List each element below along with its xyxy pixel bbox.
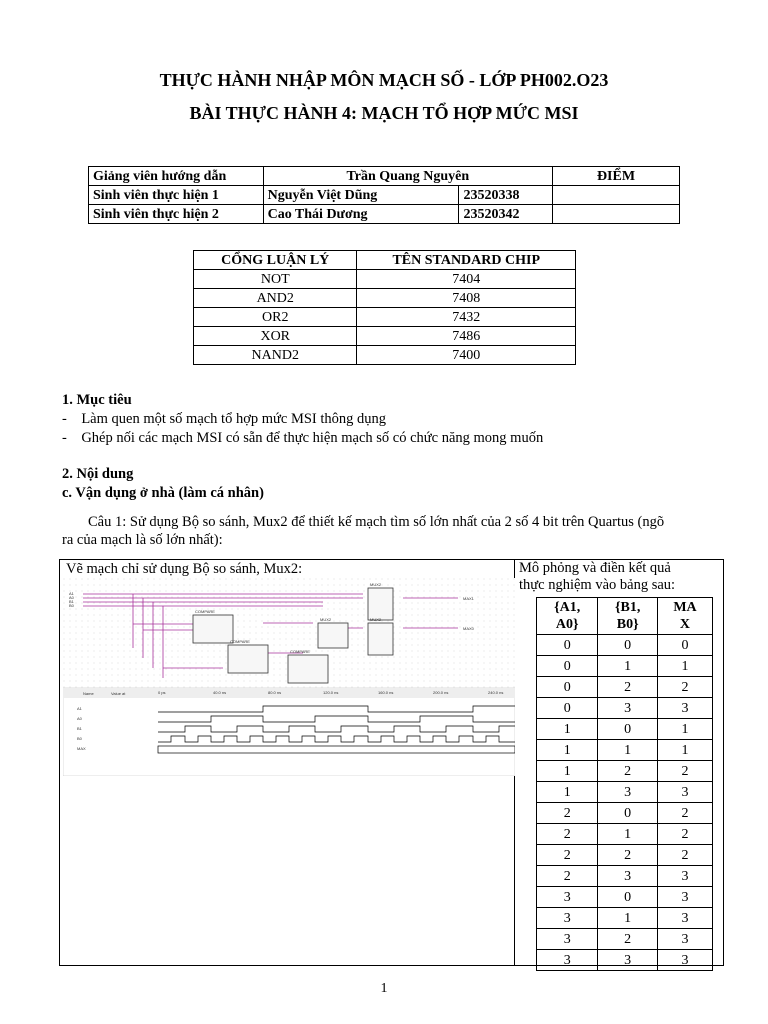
results-caption-line2: thực nghiệm vào bảng sau:: [519, 577, 676, 593]
table-header-row: [537, 598, 713, 635]
grade-cell: [553, 186, 680, 205]
circuit-caption: Vẽ mạch chỉ sử dụng Bộ so sánh, Mux2:: [66, 561, 303, 577]
svg-text:A0: A0: [69, 595, 74, 600]
gate-name: XOR: [194, 327, 357, 346]
student2-id: 23520342: [459, 205, 553, 224]
answer-frame: [59, 559, 724, 966]
a-value: 3: [537, 950, 598, 971]
gate-header: CỔNG LUẬN LÝ: [194, 251, 357, 270]
table-row: [89, 167, 680, 186]
table-row: [537, 782, 713, 803]
student2-label: Sinh viên thực hiện 2: [89, 205, 264, 224]
svg-text:B1: B1: [69, 599, 74, 604]
b-header: {B1, B0}: [598, 598, 658, 635]
a-value: 1: [537, 761, 598, 782]
svg-text:MAX0: MAX0: [463, 626, 474, 631]
gate-name: NAND2: [194, 346, 357, 365]
circuit-and-waveform-image: [63, 578, 515, 776]
b-value: 2: [598, 677, 658, 698]
svg-text:160.0 ns: 160.0 ns: [378, 690, 394, 695]
svg-text:240.0 ns: 240.0 ns: [488, 690, 504, 695]
grade-cell: [553, 205, 680, 224]
a-value: 1: [537, 740, 598, 761]
table-row: [537, 887, 713, 908]
student2-name: Cao Thái Dương: [263, 205, 459, 224]
section2-heading: 2. Nội dung: [62, 466, 134, 482]
b-value: 2: [598, 929, 658, 950]
table-row: [194, 346, 576, 365]
gate-name: AND2: [194, 289, 357, 308]
a-value: 2: [537, 803, 598, 824]
a-value: 2: [537, 866, 598, 887]
b-value: 1: [598, 740, 658, 761]
section2-sub: c. Vận dụng ở nhà (làm cá nhân): [62, 485, 264, 501]
svg-text:Value at: Value at: [111, 691, 126, 696]
max-value: 3: [657, 698, 712, 719]
svg-text:A1: A1: [77, 706, 82, 711]
section1-bullet2: - Ghép nối các mạch MSI có sẵn để thực hiện mạch số có chức năng mong muốn: [62, 430, 544, 446]
table-row: [89, 205, 680, 224]
b-value: 1: [598, 824, 658, 845]
b-value: 2: [598, 761, 658, 782]
chip-header: TÊN STANDARD CHIP: [357, 251, 576, 270]
svg-text:MUX2: MUX2: [370, 617, 382, 622]
circuit-cell: [60, 560, 515, 965]
b-value: 2: [598, 845, 658, 866]
b-value: 1: [598, 908, 658, 929]
table-row: [537, 635, 713, 656]
results-body: [537, 635, 713, 971]
b-value: 3: [598, 782, 658, 803]
svg-text:Name: Name: [83, 691, 94, 696]
svg-text:200.0 ns: 200.0 ns: [433, 690, 449, 695]
chip-name: 7486: [357, 327, 576, 346]
results-table: [536, 597, 713, 971]
a-value: 2: [537, 824, 598, 845]
table-row: [537, 950, 713, 971]
svg-text:A0: A0: [77, 716, 82, 721]
svg-text:B0: B0: [69, 603, 74, 608]
student1-name: Nguyễn Việt Dũng: [263, 186, 459, 205]
a-value: 1: [537, 782, 598, 803]
max-value: 3: [657, 887, 712, 908]
table-row: [537, 824, 713, 845]
section1-bullet1: - Làm quen một số mạch tổ hợp mức MSI thông dụng: [62, 411, 387, 427]
max-value: 3: [657, 908, 712, 929]
gate-name: NOT: [194, 270, 357, 289]
results-cell: [515, 560, 723, 968]
max-value: 1: [657, 740, 712, 761]
instructor-label: Giảng viên hướng dẫn: [89, 167, 264, 186]
a-value: 0: [537, 656, 598, 677]
max-value: 3: [657, 929, 712, 950]
max-value: 3: [657, 950, 712, 971]
a-value: 3: [537, 887, 598, 908]
gate-name: OR2: [194, 308, 357, 327]
max-value: 2: [657, 677, 712, 698]
table-row: [194, 289, 576, 308]
max-value: 3: [657, 866, 712, 887]
svg-text:A1: A1: [69, 591, 74, 596]
table-row: [537, 908, 713, 929]
svg-text:B1: B1: [77, 726, 82, 731]
svg-text:B0: B0: [77, 736, 82, 741]
a-value: 0: [537, 677, 598, 698]
a-header: {A1, A0}: [537, 598, 598, 635]
student1-label: Sinh viên thực hiện 1: [89, 186, 264, 205]
max-value: 1: [657, 656, 712, 677]
grade-label: ĐIỂM: [553, 167, 680, 186]
question-line2: ra của mạch là số lớn nhất):: [62, 532, 223, 548]
page-title-line1: THỰC HÀNH NHẬP MÔN MẠCH SỐ - LỚP PH002.O23: [159, 70, 609, 90]
chip-name: 7432: [357, 308, 576, 327]
svg-text:80.0 ns: 80.0 ns: [268, 690, 282, 695]
table-header-row: [194, 251, 576, 270]
max-value: 0: [657, 635, 712, 656]
a-value: 3: [537, 929, 598, 950]
chip-name: 7400: [357, 346, 576, 365]
instructor-name: Trần Quang Nguyên: [263, 167, 552, 186]
table-row: [89, 186, 680, 205]
max-value: 3: [657, 782, 712, 803]
svg-text:MUX2: MUX2: [320, 617, 332, 622]
b-value: 0: [598, 635, 658, 656]
page-number: 1: [380, 981, 388, 996]
student-info-table: [88, 166, 680, 224]
table-row: [537, 803, 713, 824]
max-value: 2: [657, 803, 712, 824]
chip-name: 7404: [357, 270, 576, 289]
b-value: 3: [598, 950, 658, 971]
a-value: 3: [537, 908, 598, 929]
section1-heading: 1. Mục tiêu: [62, 392, 132, 408]
student1-id: 23520338: [459, 186, 553, 205]
svg-text:MAX: MAX: [77, 746, 86, 751]
b-value: 0: [598, 803, 658, 824]
table-row: [537, 929, 713, 950]
svg-text:MAX1: MAX1: [463, 596, 474, 601]
table-row: [537, 698, 713, 719]
table-row: [537, 761, 713, 782]
a-value: 0: [537, 635, 598, 656]
max-value: 2: [657, 761, 712, 782]
question-line1: Câu 1: Sử dụng Bộ so sánh, Mux2 để thiết kế mạch tìm số lớn nhất của 2 số 4 bit trên Quartus (ngõ: [88, 514, 665, 530]
table-row: [537, 656, 713, 677]
max-value: 1: [657, 719, 712, 740]
a-value: 0: [537, 698, 598, 719]
a-value: 2: [537, 845, 598, 866]
table-row: [194, 327, 576, 346]
chip-name: 7408: [357, 289, 576, 308]
b-value: 3: [598, 866, 658, 887]
table-row: [537, 866, 713, 887]
a-value: 1: [537, 719, 598, 740]
svg-text:40.0 ns: 40.0 ns: [213, 690, 227, 695]
b-value: 0: [598, 887, 658, 908]
table-row: [537, 719, 713, 740]
b-value: 1: [598, 656, 658, 677]
svg-text:COMPARE: COMPARE: [230, 639, 250, 644]
results-caption-line1: Mô phỏng và điền kết quả: [519, 560, 671, 576]
table-row: [194, 308, 576, 327]
table-row: [194, 270, 576, 289]
max-value: 2: [657, 824, 712, 845]
svg-text:MUX2: MUX2: [370, 582, 382, 587]
svg-text:COMPARE: COMPARE: [290, 649, 310, 654]
table-row: [537, 845, 713, 866]
max-header: MA X: [657, 598, 712, 635]
b-value: 3: [598, 698, 658, 719]
svg-text:0 ps: 0 ps: [158, 690, 166, 695]
svg-text:COMPARE: COMPARE: [195, 609, 215, 614]
logic-gate-table: [193, 250, 576, 365]
max-value: 2: [657, 845, 712, 866]
b-value: 0: [598, 719, 658, 740]
table-row: [537, 677, 713, 698]
table-row: [537, 740, 713, 761]
svg-text:120.0 ns: 120.0 ns: [323, 690, 339, 695]
page-title-line2: BÀI THỰC HÀNH 4: MẠCH TỔ HỢP MỨC MSI: [189, 103, 579, 123]
